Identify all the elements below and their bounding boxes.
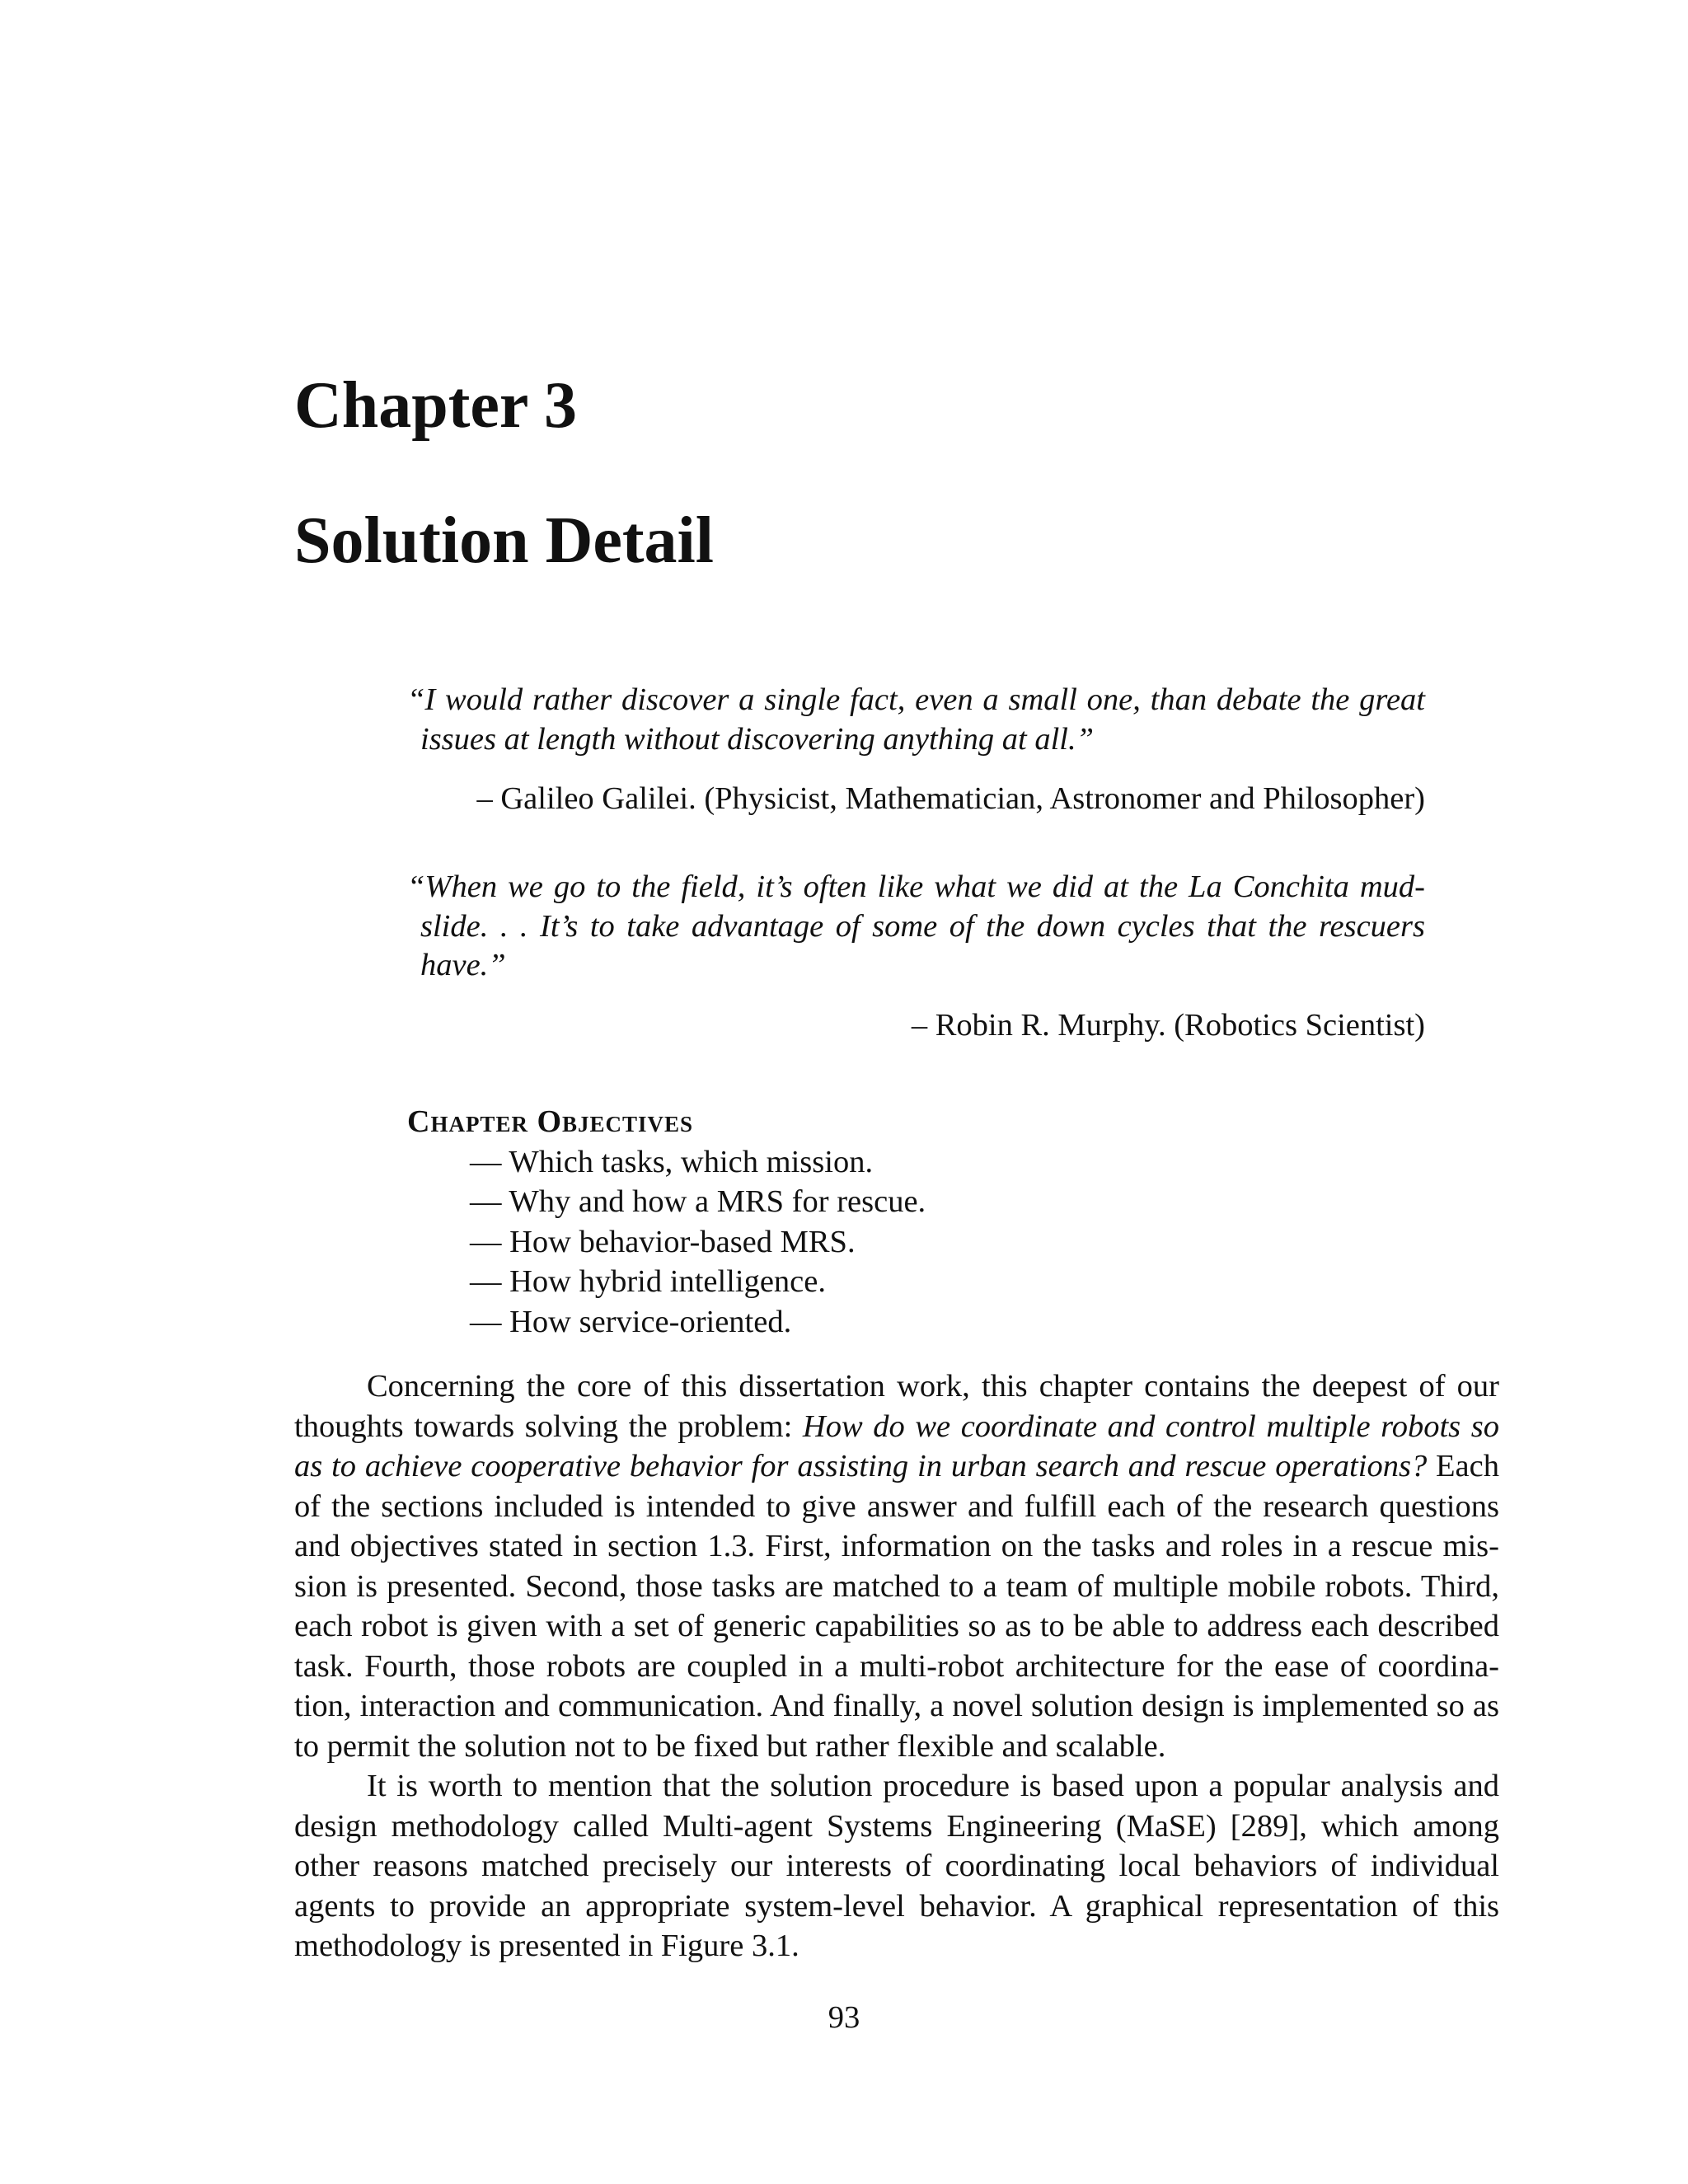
paragraph-text: Concerning the core of this dissertation work, this chapter contains the deepest of our thoughts towards solving the problem:: [294, 1369, 1499, 1444]
epigraph-attribution: – Robin R. Murphy. (Robotics Scientist): [911, 1007, 1425, 1043]
objectives-list: [407, 1142, 1425, 1343]
objective-item: — How service-oriented.: [470, 1304, 792, 1339]
body-paragraph-1: [294, 1366, 1499, 1766]
objective-item: — Why and how a MRS for rescue.: [470, 1184, 926, 1219]
objectives-heading: Chapter Objectives: [407, 1104, 694, 1139]
page-number: 93: [828, 2000, 860, 2035]
epigraph-quote: “I would rather discover a single fact, even a small one, than debate the great issues at length without discovering anything at all.”: [407, 682, 1425, 757]
epigraph-galileo: [407, 681, 1425, 819]
chapter-objectives: [407, 1103, 1425, 1342]
objective-item: — Which tasks, which mission.: [470, 1144, 874, 1179]
epigraph-murphy: [407, 868, 1425, 1045]
research-question: How do we coordinate and control multiple robots so as to achieve cooperative behavior for assisting in urban search and rescue operations?: [294, 1408, 1499, 1483]
objective-item: — How hybrid intelligence.: [470, 1264, 826, 1299]
paragraph-text: Each of the sections included is intended to give answer and fulfill each of the research questions and objectives stated in section 1.3. First, information on the tasks and roles in a rescue mission is presented. Second, those tasks are matched to a team of multiple mobile robots. Third, each robot is given with a set of generic capabilities so as to be able to address each described task. Fourth, those robots are coupled in a multi-robot architecture for the ease of coordination, interaction and communication. And finally, a novel solution design is implemented so as to permit the solution not to be fixed but rather flexible and scalable.: [294, 1449, 1499, 1764]
objective-item: — How behavior-based MRS.: [470, 1224, 856, 1259]
body-text: [294, 1366, 1499, 1966]
chapter-number: Chapter 3: [294, 369, 577, 442]
chapter-title: Solution Detail: [294, 504, 714, 577]
body-paragraph-2: It is worth to mention that the solution procedure is based upon a popular analysis and design methodology called Multi-agent Systems Engineering (MaSE) [289], which among other reasons matched precisely our interests of coordinating local behaviors of individual agents to provide an appropriate system-level behavior. A graphical representation of this methodology is presented in Figure 3.1.: [294, 1769, 1499, 1963]
epigraph-attribution: – Galileo Galilei. (Physicist, Mathematician, Astronomer and Philosopher): [476, 781, 1425, 816]
epigraph-quote: “When we go to the field, it’s often like what we did at the La Conchita mudslide. . . It’s to take advantage of some of the down cycles that the rescuers have.”: [407, 869, 1425, 982]
